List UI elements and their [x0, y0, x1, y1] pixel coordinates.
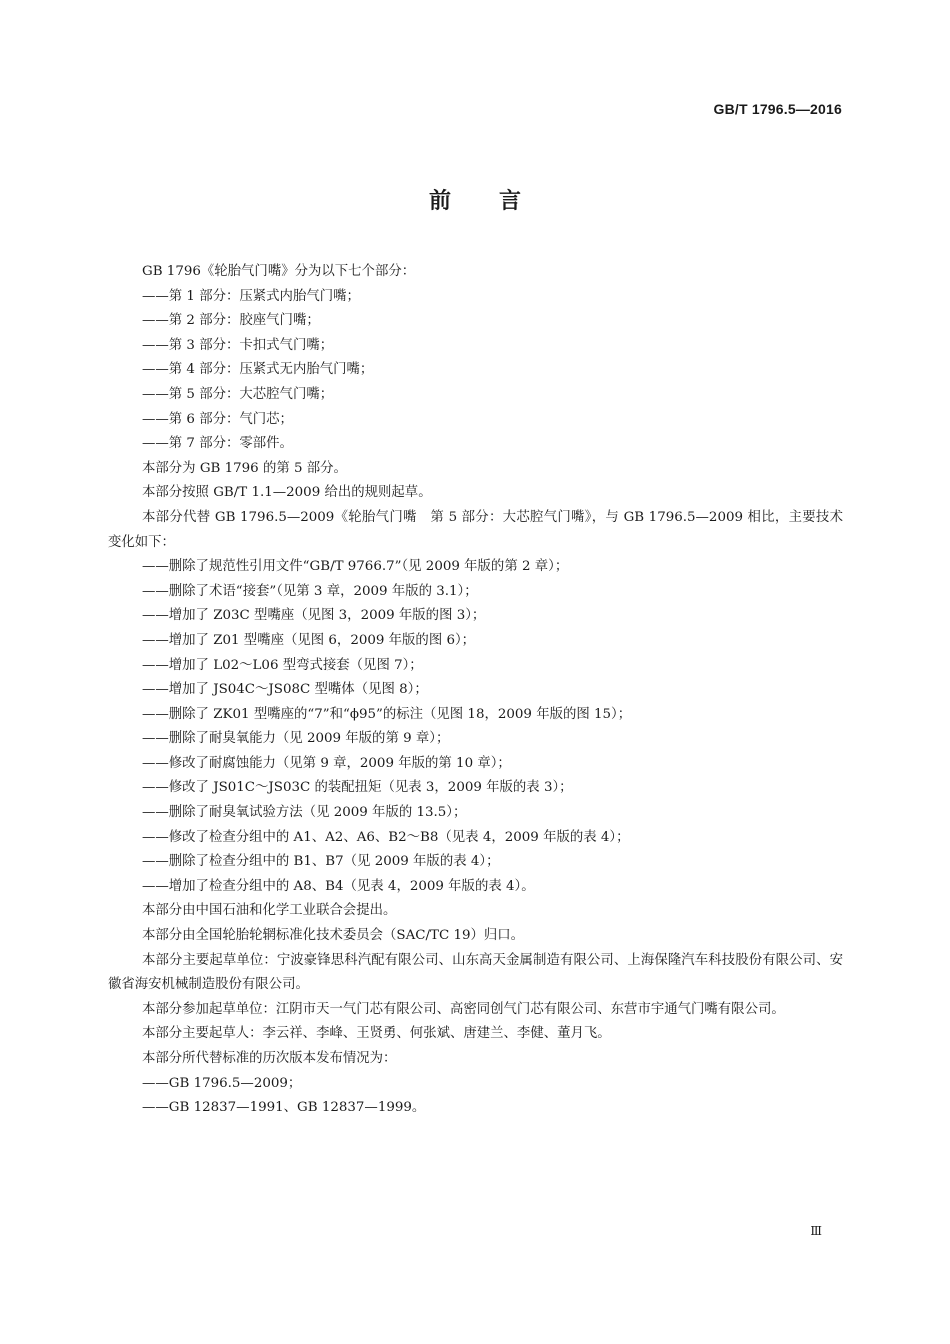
change-item: ——增加了 JS04C～JS08C 型嘴体（见图 8）；	[142, 682, 428, 698]
change-item: ——删除了 ZK01 型嘴座的“7”和“ϕ95”的标注（见图 18，2009 年版的图 15）；	[142, 706, 632, 722]
change-item: ——删除了规范性引用文件“GB/T 9766.7”（见 2009 年版的第 2 章）；	[142, 559, 569, 575]
title-char-2: 言	[499, 189, 522, 214]
change-item: ——删除了术语“接套”（见第 3 章，2009 年版的 3.1）；	[142, 583, 478, 599]
part-item: ——第 5 部分：大芯腔气门嘴；	[142, 386, 334, 402]
change-item: ——增加了检查分组中的 A8、B4（见表 4，2009 年版的表 4）。	[142, 878, 535, 894]
change-item: ——增加了 Z01 型嘴座（见图 6，2009 年版的图 6）；	[142, 632, 476, 648]
part-item: ——第 7 部分：零部件。	[142, 436, 293, 452]
history-item: ——GB 12837—1991、GB 12837—1999。	[142, 1100, 426, 1116]
standard-code: GB/T 1796.5—2016	[713, 101, 842, 117]
replaces-paragraph: 本部分代替 GB 1796.5—2009《轮胎气门嘴 第 5 部分：大芯腔气门嘴》，与 GB 1796.5—2009 相比，主要技术变化如下：	[108, 509, 843, 550]
page-title	[0, 184, 950, 215]
part-item: ——第 4 部分：压紧式无内胎气门嘴；	[142, 362, 374, 378]
change-item: ——修改了检查分组中的 A1、A2、A6、B2～B8（见表 4，2009 年版的表 4）；	[142, 829, 630, 845]
drafting-rules-line: 本部分按照 GB/T 1.1—2009 给出的规则起草。	[142, 485, 432, 501]
centralized-by-line: 本部分由全国轮胎轮辋标准化技术委员会（SAC/TC 19）归口。	[142, 928, 525, 944]
change-item: ——删除了耐臭氧试验方法（见 2009 年版的 13.5）；	[142, 805, 467, 821]
is-part-line: 本部分为 GB 1796 的第 5 部分。	[142, 460, 347, 476]
part-item: ——第 3 部分：卡扣式气门嘴；	[142, 337, 334, 353]
part-item: ——第 6 部分：气门芯；	[142, 411, 293, 427]
history-intro-line: 本部分所代替标准的历次版本发布情况为：	[142, 1051, 397, 1066]
change-item: ——增加了 Z03C 型嘴座（见图 3，2009 年版的图 3）；	[142, 608, 486, 624]
part-item: ——第 1 部分：压紧式内胎气门嘴；	[142, 288, 360, 304]
main-drafting-units-paragraph: 本部分主要起草单位：宁波豪锋思科汽配有限公司、山东高天金属制造有限公司、上海保隆汽车科技股份有限公司、安徽省海安机械制造股份有限公司。	[108, 952, 843, 993]
change-item: ——增加了 L02～L06 型弯式接套（见图 7）；	[142, 657, 423, 673]
title-char-1: 前	[428, 189, 451, 214]
change-item: ——删除了检查分组中的 B1、B7（见 2009 年版的表 4）；	[142, 854, 500, 870]
foreword-body	[108, 260, 843, 1121]
page-number: Ⅲ	[810, 1224, 822, 1238]
change-item: ——修改了耐腐蚀能力（见第 9 章，2009 年版的第 10 章）；	[142, 755, 511, 771]
main-drafters-line: 本部分主要起草人：李云祥、李峰、王贤勇、何张斌、唐建兰、李健、董月飞。	[142, 1026, 611, 1042]
history-item: ——GB 1796.5—2009；	[142, 1075, 302, 1091]
proposed-by-line: 本部分由中国石油和化学工业联合会提出。	[142, 903, 397, 919]
intro-line: GB 1796《轮胎气门嘴》分为以下七个部分：	[142, 264, 416, 279]
part-item: ——第 2 部分：胶座气门嘴；	[142, 313, 320, 329]
change-item: ——修改了 JS01C～JS03C 的装配扭矩（见表 3，2009 年版的表 3）；	[142, 780, 573, 796]
change-item: ——删除了耐臭氧能力（见 2009 年版的第 9 章）；	[142, 731, 450, 747]
participating-units-paragraph: 本部分参加起草单位：江阴市天一气门芯有限公司、高密同创气门芯有限公司、东营市宇通气门嘴有限公司。	[142, 1001, 785, 1017]
